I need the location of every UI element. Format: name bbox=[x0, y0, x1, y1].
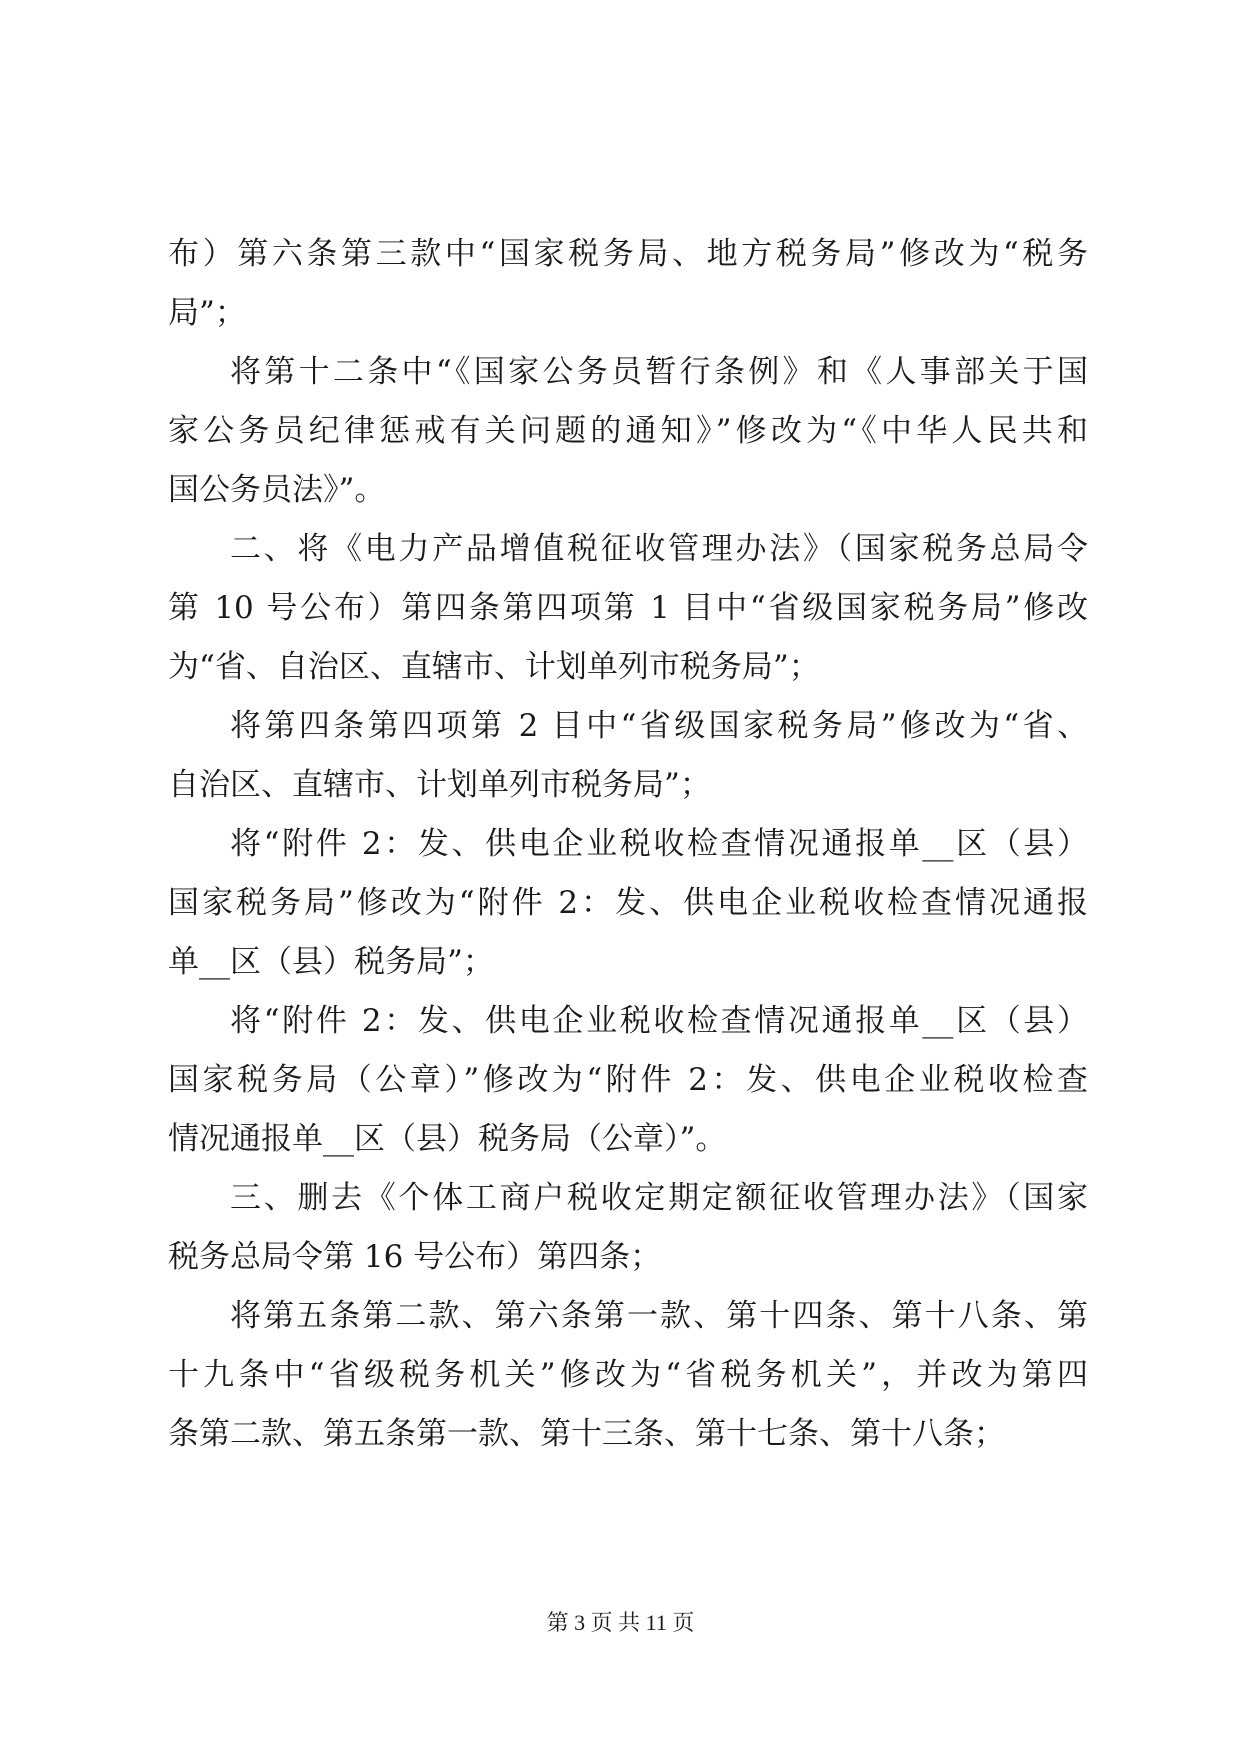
text-line: 将“附件 2：发、供电企业税收检查情况通报单__区（县） bbox=[230, 1003, 1088, 1039]
text-line: 十九条中“省级税务机关”修改为“省税务机关”，并改为第四 bbox=[168, 1357, 1088, 1393]
text-line: 单__区（县）税务局”； bbox=[168, 944, 494, 980]
text-line: 第 10 号公布）第四条第四项第 1 目中“省级国家税务局”修改 bbox=[168, 590, 1088, 626]
text-line: 国公务员法》”。 bbox=[168, 472, 386, 508]
text-line: 家公务员纪律惩戒有关问题的通知》”修改为“《中华人民共和 bbox=[168, 413, 1088, 449]
page-footer: 第 3 页 共 11 页 bbox=[546, 1610, 695, 1635]
text-line: 二、将《电力产品增值税征收管理办法》（国家税务总局令 bbox=[230, 531, 1088, 567]
text-line: 国家税务局（公章）”修改为“附件 2：发、供电企业税收检查 bbox=[168, 1062, 1088, 1098]
text-line: 条第二款、第五条第一款、第十三条、第十七条、第十八条； bbox=[168, 1416, 1005, 1452]
text-line: 局”； bbox=[168, 295, 246, 331]
text-line: 自治区、直辖市、计划单列市税务局”； bbox=[168, 767, 711, 803]
text-line: 国家税务局”修改为“附件 2：发、供电企业税收检查情况通报 bbox=[168, 885, 1088, 921]
text-line: 将“附件 2：发、供电企业税收检查情况通报单__区（县） bbox=[230, 826, 1088, 862]
text-line: 税务总局令第 16 号公布）第四条； bbox=[168, 1239, 662, 1275]
document-body bbox=[168, 225, 1088, 1464]
text-line: 为“省、自治区、直辖市、计划单列市税务局”； bbox=[168, 649, 820, 685]
text-line: 情况通报单__区（县）税务局（公章）”。 bbox=[168, 1121, 727, 1157]
text-line: 三、删去《个体工商户税收定期定额征收管理办法》（国家 bbox=[230, 1180, 1088, 1216]
text-line: 将第五条第二款、第六条第一款、第十四条、第十八条、第 bbox=[230, 1298, 1088, 1334]
text-line: 将第四条第四项第 2 目中“省级国家税务局”修改为“省、 bbox=[230, 708, 1088, 744]
text-line: 将第十二条中“《国家公务员暂行条例》和《人事部关于国 bbox=[230, 354, 1088, 390]
text-line: 布）第六条第三款中“国家税务局、地方税务局”修改为“税务 bbox=[168, 236, 1088, 272]
